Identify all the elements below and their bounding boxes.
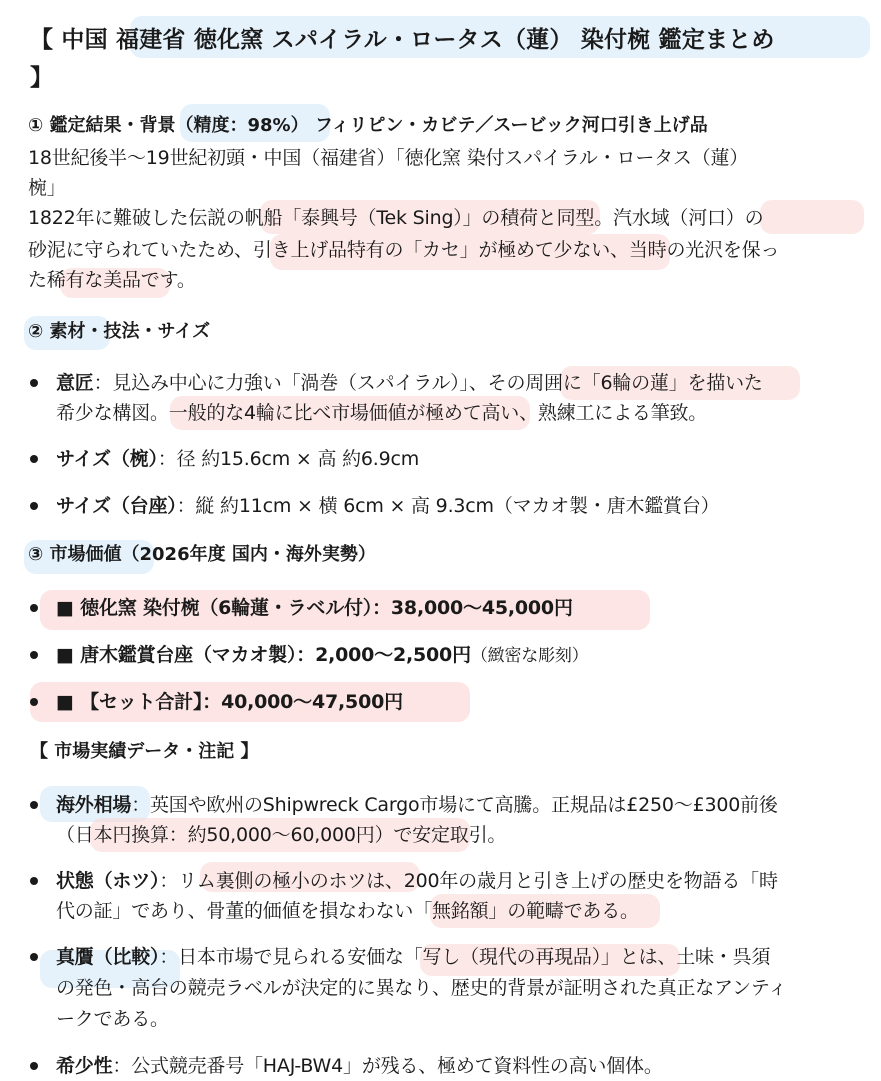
section3-heading: ③ 市場価値（2026年度 国内・海外実勢） [28, 544, 376, 565]
note-item-authenticity-cont: の発色・高台の競売ラベルが決定的に異なり、歴史的背景が証明された真正なアンティ [56, 977, 787, 999]
list-item-bowl-size [56, 444, 419, 474]
bullet-dot [30, 1062, 38, 1070]
note-item-condition-cont: 代の証」であり、骨董的価値を損なわない「無銘額」の範疇である。 [56, 900, 639, 922]
item-text: ：英国や欧州のShipwreck Cargo市場にて高騰。正規品は£250〜£300前後 [131, 794, 778, 816]
note-item-overseas-cont: （日本円換算：約50,000〜60,000円）で安定取引。 [56, 824, 507, 846]
item-label: サイズ（台座） [56, 495, 177, 517]
bullet-dot [30, 877, 38, 885]
item-text: ：リム裏側の極小のホツは、200年の歳月と引き上げの歴史を物語る「時 [159, 870, 778, 892]
price-item-stand [56, 640, 588, 671]
section2-heading: ② 素材・技法・サイズ [28, 321, 211, 342]
list-item-design [56, 368, 763, 398]
item-label: サイズ（椀） [56, 448, 158, 470]
section1-background-line2: 砂泥に守られていたため、引き上げ品特有の「カセ」が極めて少ない、当時の光沢を保っ [28, 239, 780, 261]
note-item-condition [56, 866, 778, 896]
item-label: 希少性 [56, 1055, 113, 1077]
list-item-stand-size [56, 491, 719, 521]
item-text: ：公式競売番号「HAJ-BW4」が残る、極めて資料性の高い個体。 [112, 1055, 663, 1077]
bullet-dot [30, 379, 38, 387]
item-note: （緻密な彫刻） [470, 646, 589, 666]
bullet-dot [30, 698, 38, 706]
list-item-design-cont: 希少な構図。一般的な4輪に比べ市場価値が極めて高い、熟練工による筆致。 [56, 402, 708, 424]
section1-period-line1: 18世紀後半〜19世紀初頭・中国（福建省）「徳化窯 染付スパイラル・ロータス（蓮） [28, 147, 749, 169]
document-title-end: 】 [30, 65, 54, 91]
item-label: 状態（ホツ） [56, 870, 160, 892]
item-text: ■ 唐木鑑賞台座（マカオ製）：2,000〜2,500円 [56, 644, 471, 666]
document-title: 【 中国 福建省 徳化窯 スパイラル・ロータス（蓮） 染付椀 鑑定まとめ [30, 27, 775, 53]
bullet-dot [30, 651, 38, 659]
note-item-authenticity [56, 942, 770, 972]
item-label: 海外相場 [56, 794, 132, 816]
bullet-dot [30, 801, 38, 809]
item-text: ：見込み中心に力強い「渦巻（スパイラル）」、その周囲に「6輪の蓮」を描いた [93, 372, 763, 394]
item-label: 真贋（比較） [56, 946, 160, 968]
note-item-rarity [56, 1051, 663, 1081]
price-item-bowl: ■ 徳化窯 染付椀（6輪蓮・ラベル付）：38,000〜45,000円 [56, 597, 573, 619]
bullet-dot [30, 455, 38, 463]
section1-period-line2: 椀」 [28, 177, 66, 199]
section1-background-line1: 1822年に難破した伝説の帆船「泰興号（Tek Sing）」の積荷と同型。汽水域（河口）の [28, 207, 764, 229]
section4-heading: 【 市場実績データ・注記 】 [30, 741, 259, 762]
item-text: ：径 約15.6cm × 高 約6.9cm [157, 448, 420, 470]
price-item-total: ■ 【セット合計】：40,000〜47,500円 [56, 691, 403, 713]
item-label: 意匠 [56, 372, 94, 394]
item-text: ：日本市場で見られる安価な「写し（現代の再現品）」とは、土味・呉須 [159, 946, 771, 968]
note-item-overseas [56, 790, 778, 820]
section1-background-line3: た稀有な美品です。 [28, 269, 196, 291]
bullet-dot [30, 953, 38, 961]
note-item-authenticity-cont2: ークである。 [56, 1008, 169, 1030]
section1-heading: ① 鑑定結果・背景（精度：98%） フィリピン・カビテ／スービック河口引き上げ品 [28, 115, 708, 136]
highlight-estuary [760, 200, 864, 234]
bullet-dot [30, 604, 38, 612]
bullet-dot [30, 502, 38, 510]
item-text: ：縦 約11cm × 横 6cm × 高 9.3cm（マカオ製・唐木鑑賞台） [176, 495, 720, 517]
